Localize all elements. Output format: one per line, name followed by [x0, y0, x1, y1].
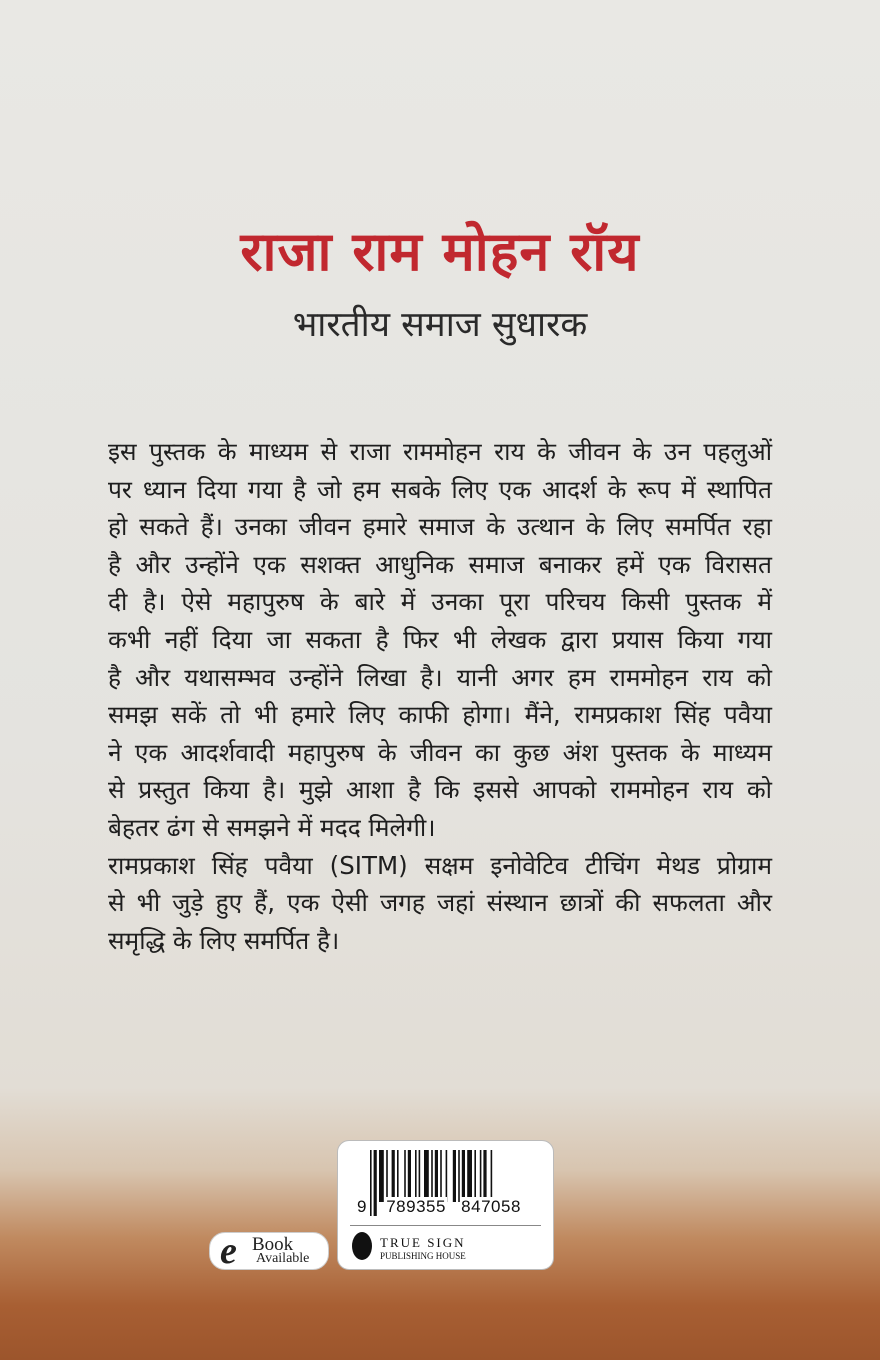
blurb-line: पर ध्यान दिया गया है जो हम सबके लिए एक आदर्श के रूप में स्थापित	[108, 474, 772, 504]
blurb-line: कभी नहीं दिया जा सकता है फिर भी लेखक द्वारा प्रयास किया गया	[108, 624, 772, 654]
blurb-line: दी है। ऐसे महापुरुष के बारे में उनका पूरा परिचय किसी पुस्तक में	[108, 587, 772, 617]
barcode-bar	[408, 1150, 411, 1202]
barcode-bar	[446, 1150, 448, 1202]
barcode-bar	[458, 1150, 460, 1202]
barcode-bar	[453, 1150, 456, 1202]
barcode-bar	[415, 1150, 417, 1202]
barcode-bar	[404, 1150, 406, 1202]
ebook-e-icon: e	[220, 1230, 237, 1272]
publisher-logo	[352, 1232, 372, 1260]
isbn-number	[356, 1197, 536, 1217]
barcode-bar	[392, 1150, 395, 1202]
blurb-line: से प्रस्तुत किया है। मुझे आशा है कि इससे आपको राममोहन राय को	[108, 775, 772, 805]
blurb-line: रामप्रकाश सिंह पवैया (SITM) सक्षम इनोवेटिव टीचिंग मेथड प्रोग्राम	[108, 850, 772, 880]
isbn-prefix: 9	[357, 1197, 367, 1216]
ebook-label: Book	[252, 1234, 294, 1255]
blurb-line: से भी जुड़े हुए हैं, एक ऐसी जगह जहां संस्थान छात्रों की सफलता और	[108, 888, 772, 918]
blurb	[108, 433, 772, 959]
blurb-line: है और उन्होंने एक सशक्त आधुनिक समाज बनाकर हमें एक विरासत	[108, 549, 772, 579]
barcode-bar	[424, 1150, 429, 1202]
barcode-bar	[379, 1150, 384, 1202]
barcode-bar	[474, 1150, 476, 1202]
blurb-line: है और यथासम्भव उन्होंने लिखा है। यानी अगर हम राममोहन राय को	[108, 662, 772, 692]
barcode-bar	[467, 1150, 472, 1202]
barcode-bar	[397, 1150, 399, 1202]
barcode-bar	[419, 1150, 421, 1202]
publisher-tagline: PUBLISHING HOUSE	[380, 1251, 466, 1261]
barcode-bar	[386, 1150, 388, 1202]
isbn-group1: 789355	[386, 1197, 446, 1216]
blurb-line: हो सकते हैं। उनका जीवन हमारे समाज के उत्थान के लिए समर्पित रहा	[108, 512, 772, 542]
blurb-line: बेहतर ढंग से समझने में मदद मिलेगी।	[108, 812, 436, 842]
publisher-name: TRUE SIGN	[380, 1235, 466, 1250]
ebook-available-label: Available	[256, 1251, 310, 1266]
ebook-available-badge	[209, 1232, 329, 1270]
barcode-bar	[462, 1150, 465, 1202]
blurb-line: समझ सकें तो भी हमारे लिए काफी होगा। मैंने, रामप्रकाश सिंह पवैया	[108, 700, 772, 730]
blurb-line: समृद्धि के लिए समर्पित है।	[108, 925, 340, 955]
blurb-line: ने एक आदर्शवादी महापुरुष के जीवन का कुछ अंश पुस्तक के माध्यम	[108, 737, 772, 767]
book-title: राजा राम मोहन रॉय	[240, 220, 640, 283]
barcode-panel	[337, 1140, 554, 1270]
book-subtitle: भारतीय समाज सुधारक	[292, 305, 588, 345]
divider	[350, 1225, 541, 1226]
isbn-group2: 847058	[461, 1197, 521, 1216]
barcode-bar	[440, 1150, 442, 1202]
blurb-line: इस पुस्तक के माध्यम से राजा राममोहन राय के जीवन के उन पहलुओं	[108, 437, 772, 466]
barcode-bar	[480, 1150, 482, 1202]
